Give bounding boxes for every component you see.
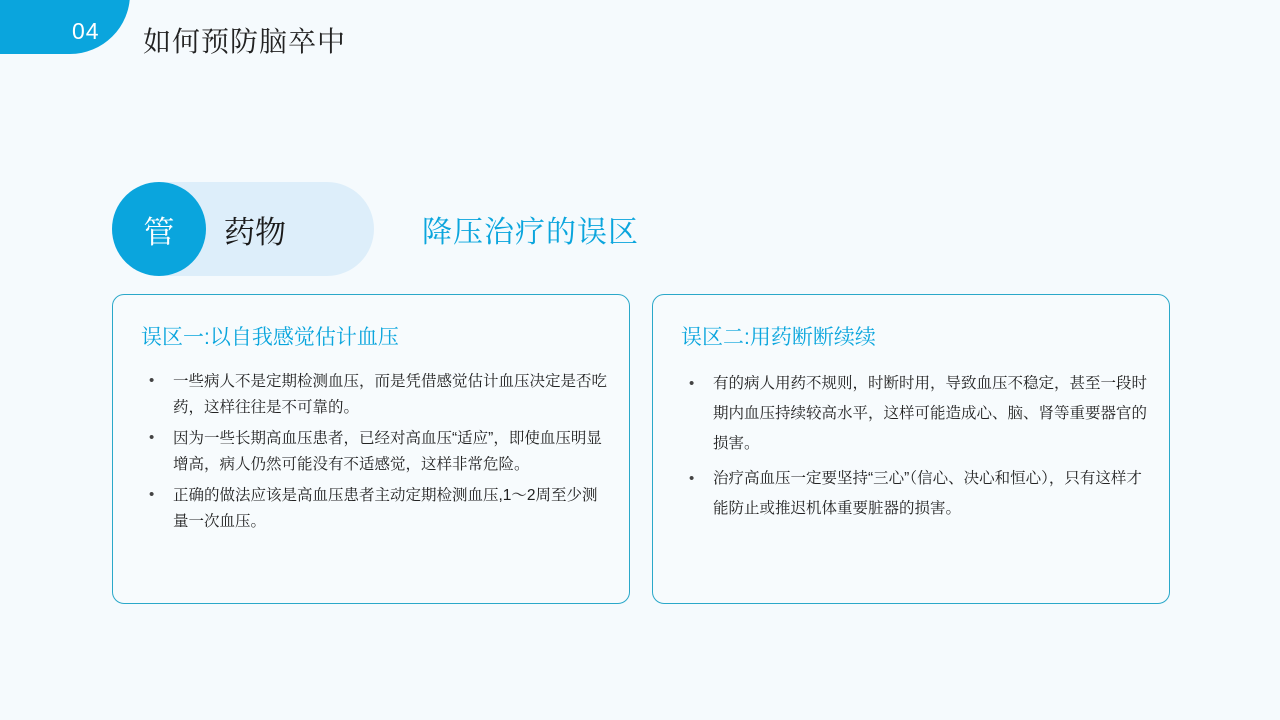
section-pill-label: 药物 bbox=[224, 214, 286, 250]
section-heading bbox=[112, 182, 639, 276]
card-container bbox=[112, 294, 1170, 604]
card-bullet-list bbox=[141, 369, 607, 534]
section-pill bbox=[112, 182, 374, 276]
section-badge-circle: 管 bbox=[112, 182, 206, 276]
page-number: 04 bbox=[72, 18, 100, 44]
page-number-badge bbox=[0, 0, 130, 54]
card-misconception-one bbox=[112, 294, 630, 604]
card-misconception-two bbox=[652, 294, 1170, 604]
list-item: • 正确的做法应该是高血压患者主动定期检测血压,1～2周至少测量一次血压。 bbox=[141, 483, 607, 534]
card-bullet-list bbox=[681, 369, 1147, 524]
card-title: 误区一:以自我感觉估计血压 bbox=[141, 326, 399, 349]
list-item: • 一些病人不是定期检测血压，而是凭借感觉估计血压决定是否吃药，这样往往是不可靠的。 bbox=[141, 369, 607, 420]
list-item: • 因为一些长期高血压患者，已经对高血压“适应”，即使血压明显增高，病人仍然可能没有不适感觉，这样非常危险。 bbox=[141, 426, 607, 477]
card-title: 误区二:用药断断续续 bbox=[681, 326, 876, 349]
list-item: • 治疗高血压一定要坚持“三心”（信心、决心和恒心），只有这样才能防止或推迟机体重要脏器的损害。 bbox=[681, 464, 1147, 524]
list-item: • 有的病人用药不规则，时断时用，导致血压不稳定，甚至一段时期内血压持续较高水平，这样可能造成心、脑、肾等重要器官的损害。 bbox=[681, 369, 1147, 460]
section-title: 降压治疗的误区 bbox=[422, 216, 639, 249]
page-title: 如何预防脑卒中 bbox=[143, 26, 347, 57]
